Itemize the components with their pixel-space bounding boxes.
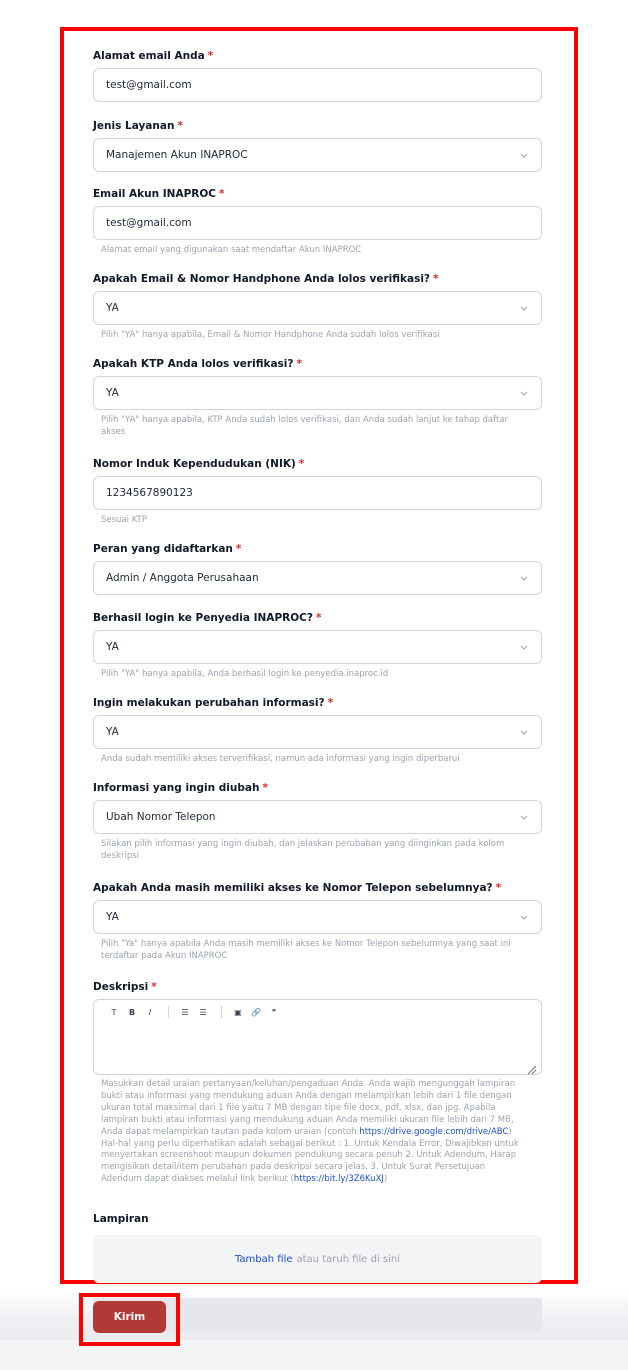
bold-icon[interactable]: B	[128, 1007, 136, 1017]
old-phone-access-group	[93, 880, 542, 962]
link-icon[interactable]: 🔗	[251, 1007, 261, 1017]
ktp-verified-hint: Pilih "YA" hanya apabila, KTP Anda sudah lolos verifikasi, dan Anda sudah lanjut ke tahap daftar akses	[101, 415, 509, 437]
description-editor[interactable]	[93, 999, 542, 1075]
role-value: Admin / Anggota Perusahaan	[106, 572, 259, 584]
info-to-change-select[interactable]	[93, 800, 542, 834]
service-type-label: Jenis Layanan *	[93, 120, 183, 132]
nik-label: Nomor Induk Kependudukan (NIK) *	[93, 458, 305, 470]
ktp-verified-value: YA	[106, 387, 119, 399]
heading-icon[interactable]: T	[111, 1007, 117, 1017]
service-type-select[interactable]	[93, 138, 542, 172]
info-to-change-label: Informasi yang ingin diubah *	[93, 782, 268, 794]
bullet-list-icon[interactable]: ☰	[181, 1007, 189, 1017]
description-group	[93, 979, 542, 1186]
chevron-down-icon	[519, 727, 529, 737]
chevron-down-icon	[519, 573, 529, 583]
login-success-group	[93, 610, 542, 680]
change-info-group	[93, 695, 542, 765]
role-label: Peran yang didaftarkan *	[93, 543, 242, 555]
add-file-link[interactable]: Tambah file	[234, 1253, 293, 1265]
info-to-change-group	[93, 780, 542, 862]
dropzone-text: atau taruh file di sini	[296, 1253, 401, 1265]
resize-handle-icon[interactable]	[527, 1060, 537, 1070]
quote-icon[interactable]: ❞	[271, 1007, 277, 1017]
chevron-down-icon	[519, 642, 529, 652]
inaproc-email-label: Email Akun INAPROC *	[93, 188, 225, 200]
service-type-group	[93, 118, 542, 172]
chevron-down-icon	[519, 912, 529, 922]
old-phone-access-select[interactable]	[93, 900, 542, 934]
nik-input[interactable]	[93, 476, 542, 510]
change-info-value: YA	[106, 726, 119, 738]
nik-group	[93, 456, 542, 526]
attachment-group	[93, 1211, 542, 1283]
chevron-down-icon	[519, 388, 529, 398]
nik-value: 1234567890123	[106, 487, 193, 499]
role-group	[93, 541, 542, 595]
login-success-value: YA	[106, 641, 119, 653]
email-label: Alamat email Anda *	[93, 50, 214, 62]
description-label: Deskripsi *	[93, 981, 157, 993]
login-success-label: Berhasil login ke Penyedia INAPROC? *	[93, 612, 322, 624]
chevron-down-icon	[519, 150, 529, 160]
login-success-select[interactable]	[93, 630, 542, 664]
old-phone-access-label: Apakah Anda masih memiliki akses ke Nomor Telepon sebelumnya? *	[93, 882, 502, 894]
inaproc-email-value: test@gmail.com	[106, 217, 192, 229]
inaproc-email-input[interactable]	[93, 206, 542, 240]
info-to-change-value: Ubah Nomor Telepon	[106, 811, 216, 823]
login-success-hint: Pilih "YA" hanya apabila, Anda berhasil login ke penyedia.inaproc.id	[101, 669, 389, 679]
email-field-group	[93, 48, 542, 102]
ordered-list-icon[interactable]: ☰	[199, 1007, 207, 1017]
ktp-verified-group	[93, 356, 542, 438]
phone-verified-value: YA	[106, 302, 119, 314]
service-type-value: Manajemen Akun INAPROC	[106, 149, 248, 161]
editor-toolbar	[94, 1000, 541, 1024]
inaproc-email-group	[93, 186, 542, 256]
adendum-link[interactable]: https://bit.ly/3Z6KuXJ	[293, 1174, 384, 1185]
role-select[interactable]	[93, 561, 542, 595]
old-phone-access-hint: Pilih "Ya" hanya apabila Anda masih memiliki akses ke Nomor Telepon sebelumnya yang saat ini terdaftar pada Akun INAPROC	[101, 939, 511, 961]
phone-verified-label: Apakah Email & Nomor Handphone Anda lolos verifikasi? *	[93, 273, 439, 285]
toolbar-divider	[221, 1006, 222, 1018]
file-dropzone[interactable]	[93, 1235, 542, 1283]
old-phone-access-value: YA	[106, 911, 119, 923]
email-input[interactable]	[93, 68, 542, 102]
change-info-hint: Anda sudah memiliki akses terverifikasi, namun ada informasi yang ingin diperbarui	[101, 754, 460, 764]
attachment-label: Lampiran	[93, 1213, 149, 1225]
inaproc-email-hint: Alamat email yang digunakan saat mendaftar Akun INAPROC	[101, 245, 362, 255]
chevron-down-icon	[519, 812, 529, 822]
info-to-change-hint: Silakan pilih informasi yang ingin diubah, dan jelaskan perubahan yang diinginkan pada kolom deskripsi	[101, 839, 505, 861]
phone-verified-group	[93, 271, 542, 341]
nik-hint: Sesuai KTP	[101, 515, 147, 525]
ktp-verified-label: Apakah KTP Anda lolos verifikasi? *	[93, 358, 302, 370]
toolbar-divider	[168, 1006, 169, 1018]
submit-button[interactable]: Kirim	[93, 1301, 166, 1333]
change-info-label: Ingin melakukan perubahan informasi? *	[93, 697, 334, 709]
phone-verified-select[interactable]	[93, 291, 542, 325]
chevron-down-icon	[519, 303, 529, 313]
example-drive-link[interactable]: https://drive.google.com/drive/ABC	[359, 1126, 509, 1137]
email-value: test@gmail.com	[106, 79, 192, 91]
italic-icon[interactable]: I	[148, 1007, 152, 1017]
ktp-verified-select[interactable]	[93, 376, 542, 410]
phone-verified-hint: Pilih "YA" hanya apabila, Email & Nomor Handphone Anda sudah lolos verifikasi	[101, 330, 440, 340]
description-hint: Masukkan detail uraian pertanyaan/keluhan/pengaduan Anda. Anda wajib mengunggah lampiran bukti atau informasi yang mendukung aduan Anda dengan melampirkan lebih dari 1 file dengan ukuran total maksimal dari 1 file yaitu 7 MB dengan tipe file docx, pdf, xlsx, dan jpg. Apabila lampiran bukti atau informasi yang mendukung aduan Anda memiliki ukuran file lebih dari 7 MB, Anda dapat melampirkan tautan pada kolom uraian (contoh:https://drive.google.com/drive/ABC) Hal-hal yang perlu diperhatikan adalah sebagai berikut : 1. Untuk Kendala Error, Diwajibkan untuk menyertakan screenshoot maupun dokumen pendukung secara penuh 2. Untuk Adendum, Harap mengisikan detail/item perubahan pada deskripsi secara jelas. 3. Untuk Surat Persetujuan Adendum dapat diakses melalui link berikut (https://bit.ly/3Z6KuXJ)	[101, 1079, 519, 1185]
change-info-select[interactable]	[93, 715, 542, 749]
image-icon[interactable]: ▣	[234, 1007, 242, 1017]
